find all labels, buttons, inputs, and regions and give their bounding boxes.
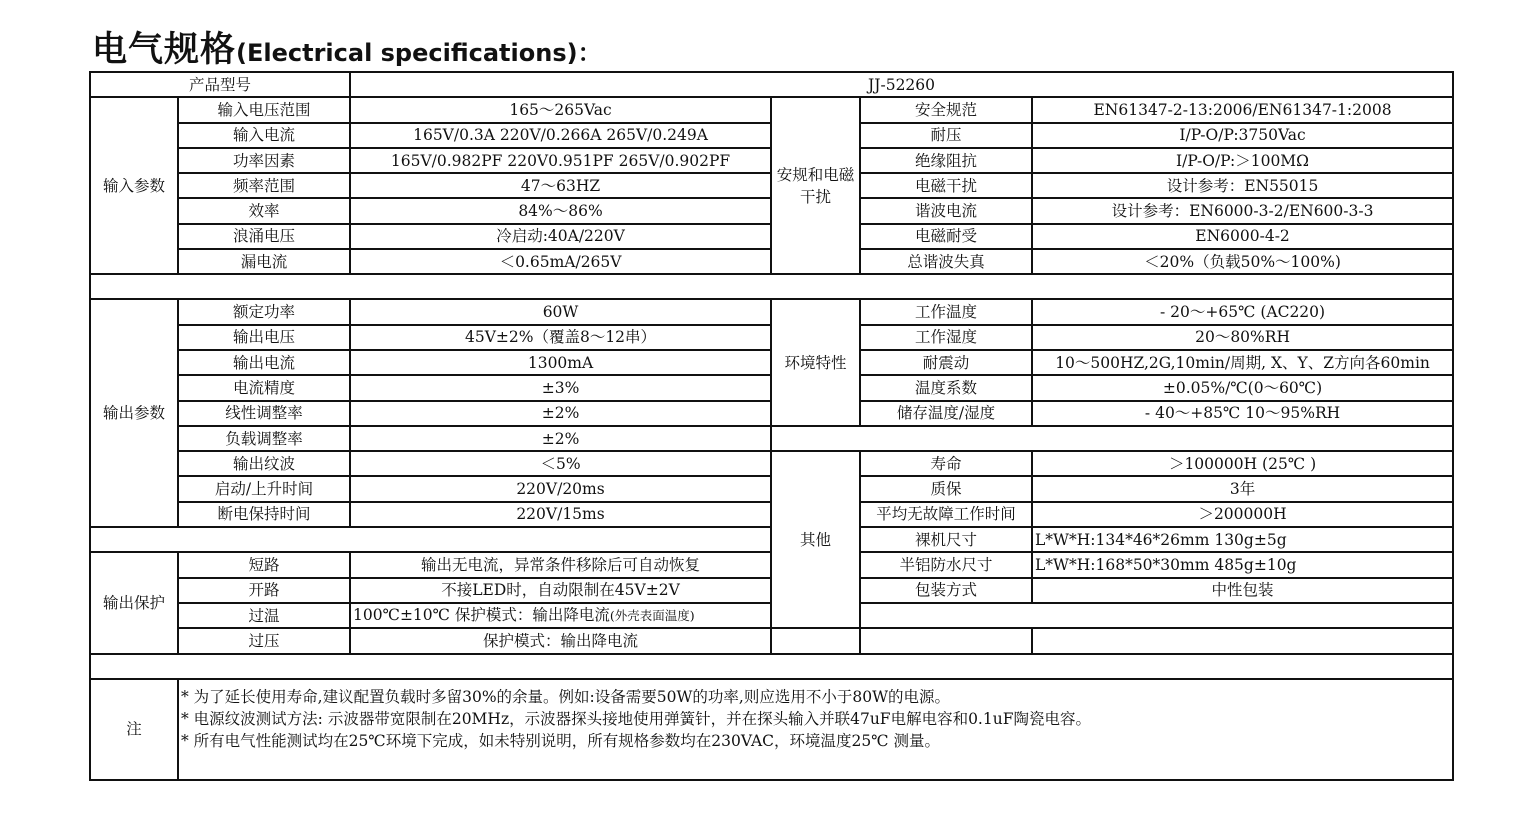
others-group-label: 其他 [771, 451, 860, 628]
notes-label: 注 [90, 679, 178, 780]
blank-cell [90, 654, 1453, 679]
spec-value: 20～80%RH [1032, 325, 1453, 350]
spec-value: EN6000-4-2 [1032, 224, 1453, 249]
spec-label: 半铝防水尺寸 [860, 552, 1032, 577]
title-cn: 电气规格 [92, 30, 237, 70]
spec-value: 保护模式：输出降电流 [350, 628, 771, 653]
title-en: (Electrical specifications)： [236, 39, 602, 67]
spec-value: 45V±2%（覆盖8～12串） [350, 325, 771, 350]
spec-label: 电流精度 [178, 375, 350, 400]
spec-value: L*W*H:168*50*30mm 485g±10g [1032, 552, 1453, 577]
spec-label: 温度系数 [860, 375, 1032, 400]
over-temp-value: 100℃±10℃ 保护模式：输出降电流 [353, 606, 610, 625]
spec-value: 165V/0.982PF 220V0.951PF 265V/0.902PF [350, 148, 771, 173]
spec-label: 断电保持时间 [178, 502, 350, 527]
blank-cell [771, 426, 1453, 451]
blank-cell [860, 628, 1032, 653]
spec-table [89, 71, 1454, 781]
spec-value: EN61347-2-13:2006/EN61347-1:2008 [1032, 97, 1453, 122]
spec-label: 线性调整率 [178, 401, 350, 426]
model-label: 产品型号 [90, 72, 350, 97]
model-value: JJ-52260 [350, 72, 1453, 97]
spec-label: 输出电压 [178, 325, 350, 350]
spec-label: 平均无故障工作时间 [860, 502, 1032, 527]
spec-value: 3年 [1032, 476, 1453, 501]
spec-value [350, 603, 860, 628]
spec-label: 谐波电流 [860, 198, 1032, 223]
spec-label: 电磁耐受 [860, 224, 1032, 249]
notes-row [90, 679, 1453, 780]
spec-label: 开路 [178, 578, 350, 603]
blank-cell [1032, 628, 1453, 653]
table-row [90, 628, 1453, 653]
spec-label: 裸机尺寸 [860, 527, 1032, 552]
spec-label: 启动/上升时间 [178, 476, 350, 501]
spec-label: 输出电流 [178, 350, 350, 375]
spec-label: 寿命 [860, 451, 1032, 476]
spec-label: 过温 [178, 603, 350, 628]
spec-label: 负载调整率 [178, 426, 350, 451]
spec-label: 储存温度/湿度 [860, 401, 1032, 426]
spec-label: 频率范围 [178, 173, 350, 198]
spec-value: L*W*H:134*46*26mm 130g±5g [1032, 527, 1453, 552]
spec-label: 额定功率 [178, 299, 350, 324]
spec-value: 220V/15ms [350, 502, 771, 527]
table-row [90, 603, 1453, 628]
spec-label: 总谐波失真 [860, 249, 1032, 274]
spec-value: ＜0.65mA/265V [350, 249, 771, 274]
input-group-label: 输入参数 [90, 97, 178, 274]
spec-value: 设计参考：EN6000-3-2/EN600-3-3 [1032, 198, 1453, 223]
spec-label: 过压 [178, 628, 350, 653]
table-row [90, 97, 1453, 122]
spec-value: 84%～86% [350, 198, 771, 223]
spec-label: 输入电流 [178, 123, 350, 148]
spec-value: ＞200000H [1032, 502, 1453, 527]
table-row [90, 451, 1453, 476]
spec-value: 165～265Vac [350, 97, 771, 122]
spec-value: ＜5% [350, 451, 771, 476]
separator-row [90, 274, 1453, 299]
table-row [90, 426, 1453, 451]
environment-group-label: 环境特性 [771, 299, 860, 425]
spec-value: ＜20%（负载50%～100%) [1032, 249, 1453, 274]
table-row [90, 299, 1453, 324]
spec-value: 220V/20ms [350, 476, 771, 501]
spec-label: 漏电流 [178, 249, 350, 274]
spec-value: 47～63HZ [350, 173, 771, 198]
spec-label: 质保 [860, 476, 1032, 501]
spec-value: 1300mA [350, 350, 771, 375]
spec-label: 浪涌电压 [178, 224, 350, 249]
spec-value: ±0.05%/℃(0～60℃) [1032, 375, 1453, 400]
spec-value: 输出无电流，异常条件移除后可自动恢复 [350, 552, 771, 577]
over-temp-note: (外壳表面温度) [609, 608, 695, 624]
spec-label: 输入电压范围 [178, 97, 350, 122]
spec-value: 165V/0.3A 220V/0.266A 265V/0.249A [350, 123, 771, 148]
spec-label: 输出纹波 [178, 451, 350, 476]
spec-value: - 20～+65℃ (AC220) [1032, 299, 1453, 324]
page-title [92, 22, 602, 70]
spec-value: 设计参考：EN55015 [1032, 173, 1453, 198]
spec-value: 不接LED时，自动限制在45V±2V [350, 578, 771, 603]
spec-value: ±2% [350, 401, 771, 426]
protection-group-label: 输出保护 [90, 552, 178, 653]
spec-value: I/P-O/P:＞100MΩ [1032, 148, 1453, 173]
spec-label: 电磁干扰 [860, 173, 1032, 198]
spec-value: I/P-O/P:3750Vac [1032, 123, 1453, 148]
spec-value: - 40～+85℃ 10～95%RH [1032, 401, 1453, 426]
spec-label: 工作湿度 [860, 325, 1032, 350]
spec-label: 耐震动 [860, 350, 1032, 375]
note-line: * 电源纹波测试方法: 示波器带宽限制在20MHz，示波器探头接地使用弹簧针，并在探头输入并联47uF电解电容和0.1uF陶瓷电容。 [181, 709, 1091, 728]
note-line: * 为了延长使用寿命,建议配置负载时多留30%的余量。例如:设备需要50W的功率,则应选用不小于80W的电源。 [181, 687, 951, 706]
safety-group-label: 安规和电磁干扰 [771, 97, 860, 274]
blank-cell [771, 628, 860, 653]
spec-value: ±3% [350, 375, 771, 400]
spec-value: 中性包装 [1032, 578, 1453, 603]
spec-label: 安全规范 [860, 97, 1032, 122]
blank-cell [90, 527, 771, 552]
spec-label: 功率因素 [178, 148, 350, 173]
blank-cell [860, 603, 1453, 628]
spec-label: 耐压 [860, 123, 1032, 148]
spec-value: ＞100000H (25℃ ) [1032, 451, 1453, 476]
spec-value: 冷启动:40A/220V [350, 224, 771, 249]
output-group-label: 输出参数 [90, 299, 178, 527]
model-row [90, 72, 1453, 97]
spec-label: 效率 [178, 198, 350, 223]
note-line: * 所有电气性能测试均在25℃环境下完成，如未特别说明，所有规格参数均在230VAC，环境温度25℃ 测量。 [181, 731, 941, 750]
spec-label: 包装方式 [860, 578, 1032, 603]
spec-value: 10～500HZ,2G,10min/周期, X、Y、Z方向各60min [1032, 350, 1453, 375]
spec-value: 60W [350, 299, 771, 324]
spec-label: 短路 [178, 552, 350, 577]
blank-cell [90, 274, 1453, 299]
separator-row [90, 654, 1453, 679]
spec-label: 工作温度 [860, 299, 1032, 324]
spec-value: ±2% [350, 426, 771, 451]
notes-content [178, 679, 1453, 780]
spec-label: 绝缘阻抗 [860, 148, 1032, 173]
